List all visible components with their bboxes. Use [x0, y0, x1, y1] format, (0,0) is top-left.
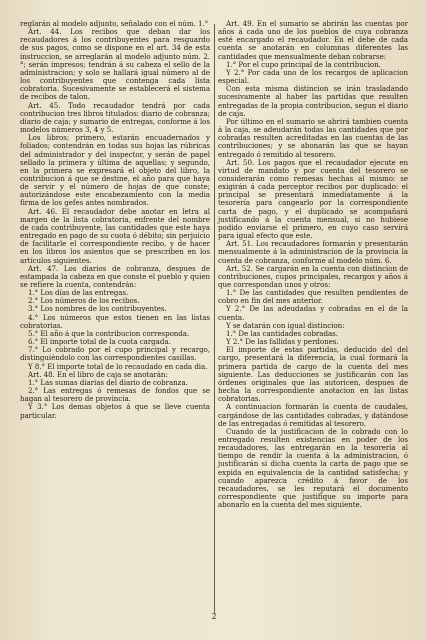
paragraph: 4.° Los números que estos tienen en las listas cobratorias. — [20, 312, 210, 330]
paragraph: Y 2.° De las fallidas y perdones. — [226, 337, 339, 347]
paragraph: Por último en el sumario se abrirá tambien cuenta á la caja, se adeudarán todas las cantidades que por cobradas resulten acreditadas en las cuentas de las contribuciones; y se abonarán las que se hayan entregado ó remitido al tesorero. — [218, 116, 408, 159]
paragraph: Y 2.° Por cada uno de los recargos de aplicacion especial. — [218, 67, 408, 86]
left-text-column — [20, 20, 210, 420]
page-number: 2 — [211, 612, 217, 621]
paragraph: 3.° Los nombres de los contribuyentes. — [28, 304, 167, 314]
paragraph: 6.° El importe total de la cuota cargada. — [28, 337, 171, 347]
paragraph: Art. 46. El recaudador debe anotar en letra al margen de la lista cobratoria, enfrente del nombre de cada contribuyente, las cantidades que este haya entregado en pago de su cuota ó débito; sin perjuicio de facilitarle el correspondiente recibo, y de hacer en los libros los asientos que se prescriben en los artículos siguientes. — [20, 206, 210, 265]
paragraph: 1.° Por el cupo principal de la contribucion. — [226, 59, 381, 69]
paragraph: Art. 44. Los recibos que deban dar los recaudadores á los contribuyentes para resguardo de sus pagos, como se dispone en el art. 34 de esta instruccion, se arreglarán al modelo adjunto núm. 2.°; serán impresos; tendrán á su cabeza el sello de la administracion; y solo se hallará igual número al de los contribuyentes que contenga cada lista cobratoria. Sucesivamente se establecerá el sistema de recibos de talon. — [20, 27, 210, 102]
paragraph: 2.° Las entregas ó remesas de fondos que se hagan al tesorero de provincia. — [20, 386, 210, 404]
paragraph: Cuando de la justificacion de lo cobrado con lo entregado resulten existencias en poder de los recaudadores, las entregarán en la tesorería al tiempo de rendir la cuenta á la administracion, ó justificarán si dicha cuenta la carta de pago que se expida en equivalencia de la cantidad satisfecha; y cuando aparezca crédito á favor de los recaudadores, se les reputará el documento correspondiente que justifique su importe para abonarlo en la cuenta del mes siguiente. — [218, 426, 408, 510]
paragraph: Y 3.° Los demas objetos á que se lleve cuenta particular. — [20, 402, 210, 420]
paragraph: Los libros; primero, estarán encuadernados y foliados; contendrán en todas sus hojas las rúbricas del administrador y del inspector, y serán de papel sellado la primera y última de aquellas; y segundo, en la primera se expresará el objeto del libro, la contribucion á que se destine, el año para que haya de servir y el número de hojas de que conste; autorizándose este encabezamiento con la media firma de los gefes antes nombrados. — [20, 133, 210, 208]
right-text-column — [218, 20, 408, 509]
paragraph: A continuacion formarán la cuenta de caudales, cargándose de las cantidades cobradas, y datándose de las entregadas ó remitidas al tesorero. — [218, 402, 408, 428]
paragraph: 1.° De las cantidades cobradas. — [226, 328, 338, 338]
paragraph: reglarán al modelo adjunto, señalado con el núm. 1.° — [20, 19, 209, 28]
paragraph: 1.° De las cantidades que resulten pendientes de cobro en fin del mes anterior. — [218, 288, 408, 306]
paragraph: Art. 50. Los pagos que el recaudador ejecute en virtud de mandato y por cuenta del tesorero se considerarán como remesas hechas al mismo: se exigirán á cada perceptor recibos por duplicado: el principal se presentará inmediatamente á la tesorería para cangearlo por la correspondiente carta de pago, y el duplicado se acompañará justificando á la cuenta mensual, si no hubiese podido enviarse el primero, en cuyo caso servirá para igual efecto que este. — [218, 157, 408, 241]
paragraph: Art. 48. En el libro de caja se anotarán: — [28, 369, 168, 379]
paragraph: Y 2.° De las adeudadas y cobradas en el de la cuenta. — [218, 304, 408, 322]
paragraph: Art. 45. Todo recaudador tendrá por cada contribucion tres libros titulados: diario de cobranza; diario de caja; y sumario de entregas, conforme á los modelos números 3, 4 y 5. — [20, 100, 210, 135]
paragraph: Art. 47. Los diarios de cobranza, despues de estampada la cabeza en que conste el pueblo y quien se refiere la cuenta, contendrán: — [20, 263, 210, 289]
paragraph: Art. 49. En el sumario se abrirán las cuentas por años á cada uno de los pueblos de cuya cobranza esté encargado el recaudador. En el debe de cada cuenta se anotarán en columnas diferentes las cantidades que mensualmente deban cobrarse: — [218, 19, 408, 61]
paragraph: El importe de estas partidas, deducido del del cargo, presentará la diferencia, la cual formará la primera partida de cargo de la cuenta del mes siguiente. Las deducciones se justificarán con las órdenes originales que las autoricen, despues de hecha la correspondiente anotacion en las listas cobratorias. — [218, 345, 408, 404]
paragraph: 1.° Los días de las entregas. — [28, 288, 129, 298]
paragraph: 5.° El año á que la contribucion corresponda. — [28, 328, 190, 338]
paragraph: Con esta misma distincion se irán trasladando sucesivamente al haber las partidas que resulten entregadas de la propia contribucion, segun el diario de caja. — [218, 84, 408, 118]
paragraph: Y se datarán con igual distincion: — [226, 320, 345, 330]
paragraph: 7.° Lo cobrado por el cupo principal y recargo, distinguiéndolo con las correspondientes casillas. — [20, 345, 210, 363]
column-divider — [214, 24, 215, 614]
paragraph: Y 8.° El importe total de lo recaudado en cada dia. — [28, 361, 208, 371]
paragraph: Art. 52. Se cargarán en la cuenta con distincion de contribuciones, cupos principales, recargos y años á que correspondan unos y otros: — [218, 263, 408, 289]
paragraph: 2.° Los números de los recibos. — [28, 296, 140, 306]
paragraph: Art. 51. Los recaudadores formarán y presentarán mensualmente á la administracion de la provincia la cuenta de cobranza, conforme al modelo núm. 6. — [218, 239, 408, 265]
paragraph: 1.° Las sumas diarias del diario de cobranza. — [28, 377, 188, 387]
